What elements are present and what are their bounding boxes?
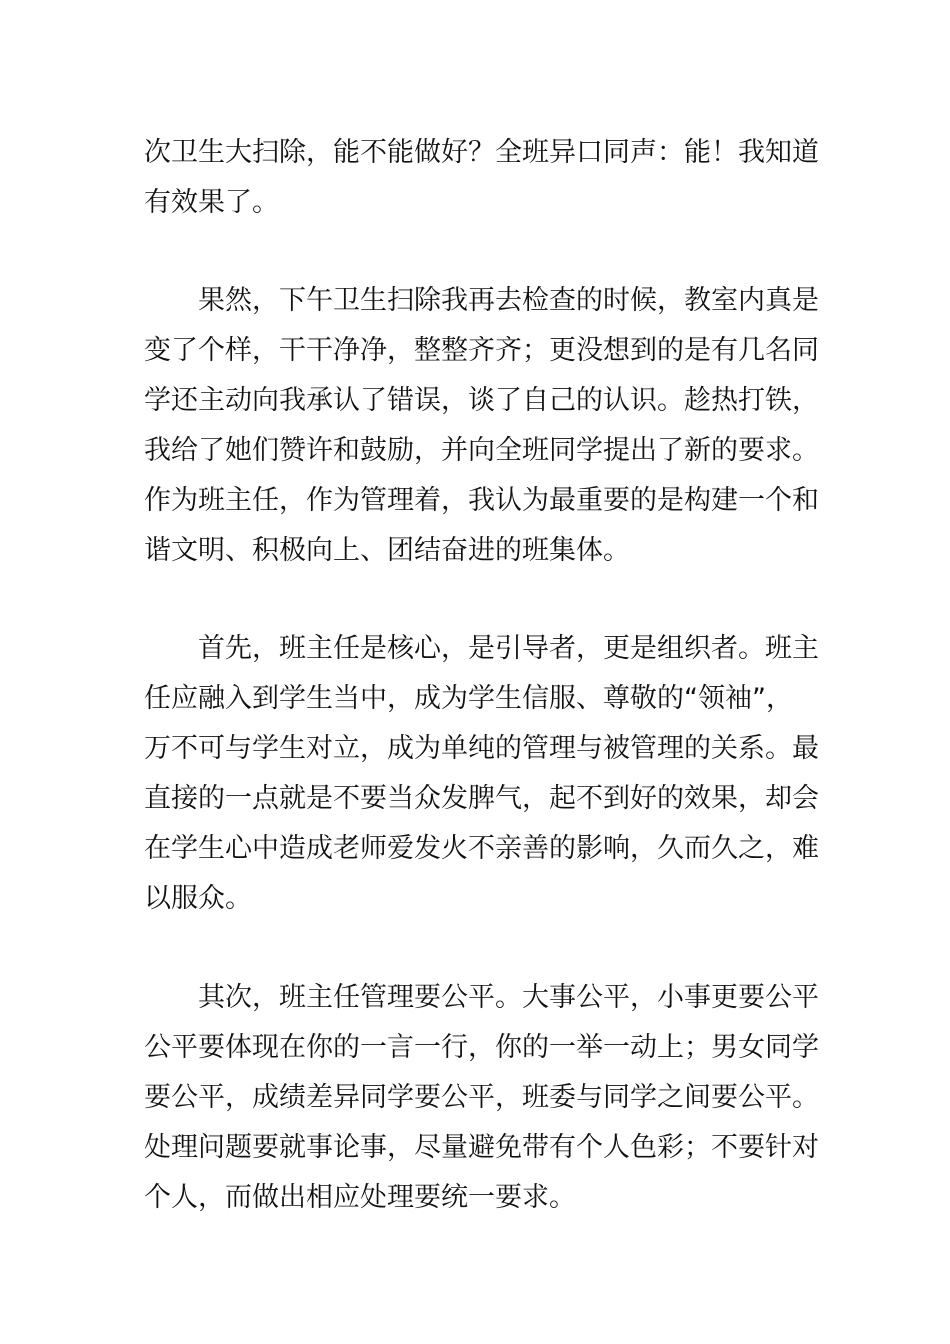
text-line: 首先，班主任是核心，是引导者，更是组织者。班主 bbox=[198, 633, 819, 664]
text-line: 要公平，成绩差异同学要公平，班委与同学之间要公平。 bbox=[144, 1082, 819, 1113]
text-line: 以服众。 bbox=[144, 883, 252, 914]
text-line: 谐文明、积极向上、团结奋进的班集体。 bbox=[144, 535, 630, 566]
text-line: 我给了她们赞许和鼓励，并向全班同学提出了新的要求。 bbox=[144, 435, 819, 466]
text-line: 学还主动向我承认了错误，谈了自己的认识。趁热打铁， bbox=[144, 385, 819, 416]
text-line: 公平要体现在你的一言一行，你的一举一动上；男女同学 bbox=[144, 1032, 819, 1063]
text-line: 在学生心中造成老师爱发火不亲善的影响，久而久之，难 bbox=[144, 833, 819, 864]
paragraph-1 bbox=[144, 128, 819, 228]
text-line: 万不可与学生对立，成为单纯的管理与被管理的关系。最 bbox=[144, 733, 819, 764]
paragraph-4 bbox=[144, 973, 819, 1223]
text-line: 任应融入到学生当中，成为学生信服、尊敬的“领袖”， bbox=[144, 683, 793, 714]
text-line: 个人，而做出相应处理要统一要求。 bbox=[144, 1182, 576, 1213]
text-line: 其次，班主任管理要公平。大事公平，小事更要公平 bbox=[198, 982, 819, 1013]
text-line: 直接的一点就是不要当众发脾气，起不到好的效果，却会 bbox=[144, 783, 819, 814]
text-line: 有效果了。 bbox=[144, 187, 279, 218]
text-line: 次卫生大扫除，能不能做好？全班异口同声：能！我知道 bbox=[144, 137, 819, 168]
text-line: 作为班主任，作为管理着，我认为最重要的是构建一个和 bbox=[144, 485, 819, 516]
text-line: 处理问题要就事论事，尽量避免带有个人色彩；不要针对 bbox=[144, 1132, 819, 1163]
paragraph-3 bbox=[144, 624, 819, 924]
text-line: 果然，下午卫生扫除我再去检查的时候，教室内真是 bbox=[198, 285, 819, 316]
text-line: 变了个样，干干净净，整整齐齐；更没想到的是有几名同 bbox=[144, 335, 819, 366]
paragraph-2 bbox=[144, 276, 819, 576]
